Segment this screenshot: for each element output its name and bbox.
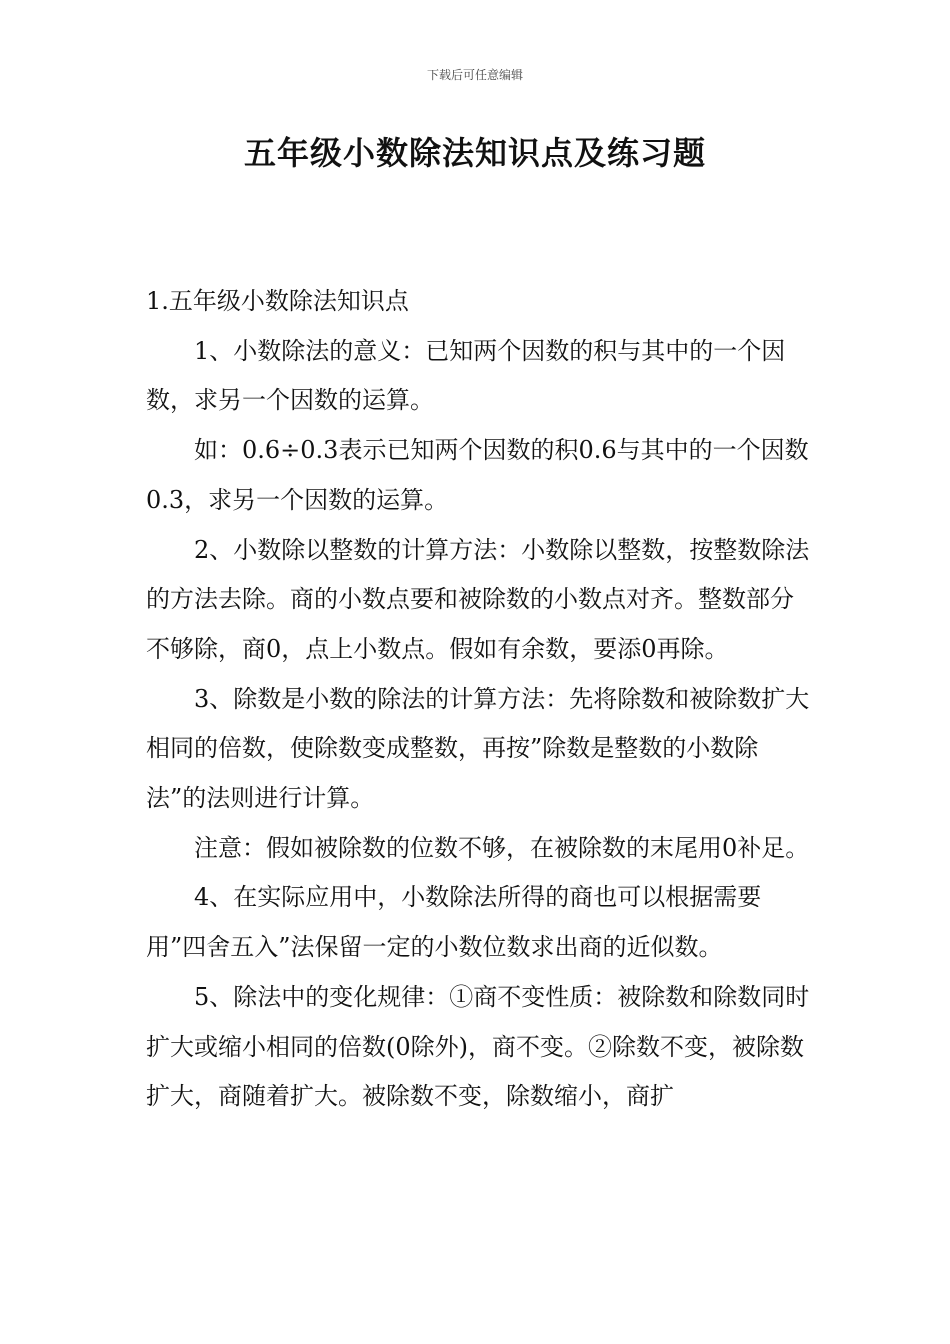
- paragraph-rounding: 4、在实际应用中，小数除法所得的商也可以根据需要用”四舍五入”法保留一定的小数位数求出商的近似数。: [146, 883, 762, 962]
- paragraph-note: 注意：假如被除数的位数不够，在被除数的末尾用0补足。: [194, 833, 810, 862]
- paragraph-division-meaning: 1、小数除法的意义：已知两个因数的积与其中的一个因数，求另一个因数的运算。: [146, 336, 786, 415]
- header-note: 下载后可任意编辑: [426, 68, 523, 82]
- document-title: 五年级小数除法知识点及练习题: [243, 134, 706, 172]
- paragraph-decimal-divided-by-integer: 2、小数除以整数的计算方法：小数除以整数，按整数除法的方法去除。商的小数点要和被除数的小数点对齐。整数部分不够除，商0，点上小数点。假如有余数，要添0再除。: [146, 535, 810, 663]
- section-heading: 1.五年级小数除法知识点: [146, 287, 409, 315]
- paragraph-example: 如：0.6÷0.3表示已知两个因数的积0.6与其中的一个因数0.3，求另一个因数的运算。: [146, 436, 809, 514]
- paragraph-divisor-is-decimal: 3、除数是小数的除法的计算方法：先将除数和被除数扩大相同的倍数，使除数变成整数，再按”除数是整数的小数除法”的法则进行计算。: [146, 684, 810, 813]
- document-body: [146, 277, 814, 1122]
- paragraph-change-rules: 5、除法中的变化规律：①商不变性质：被除数和除数同时扩大或缩小相同的倍数(0除外)，商不变。②除数不变，被除数扩大，商随着扩大。被除数不变，除数缩小，商扩: [146, 982, 810, 1111]
